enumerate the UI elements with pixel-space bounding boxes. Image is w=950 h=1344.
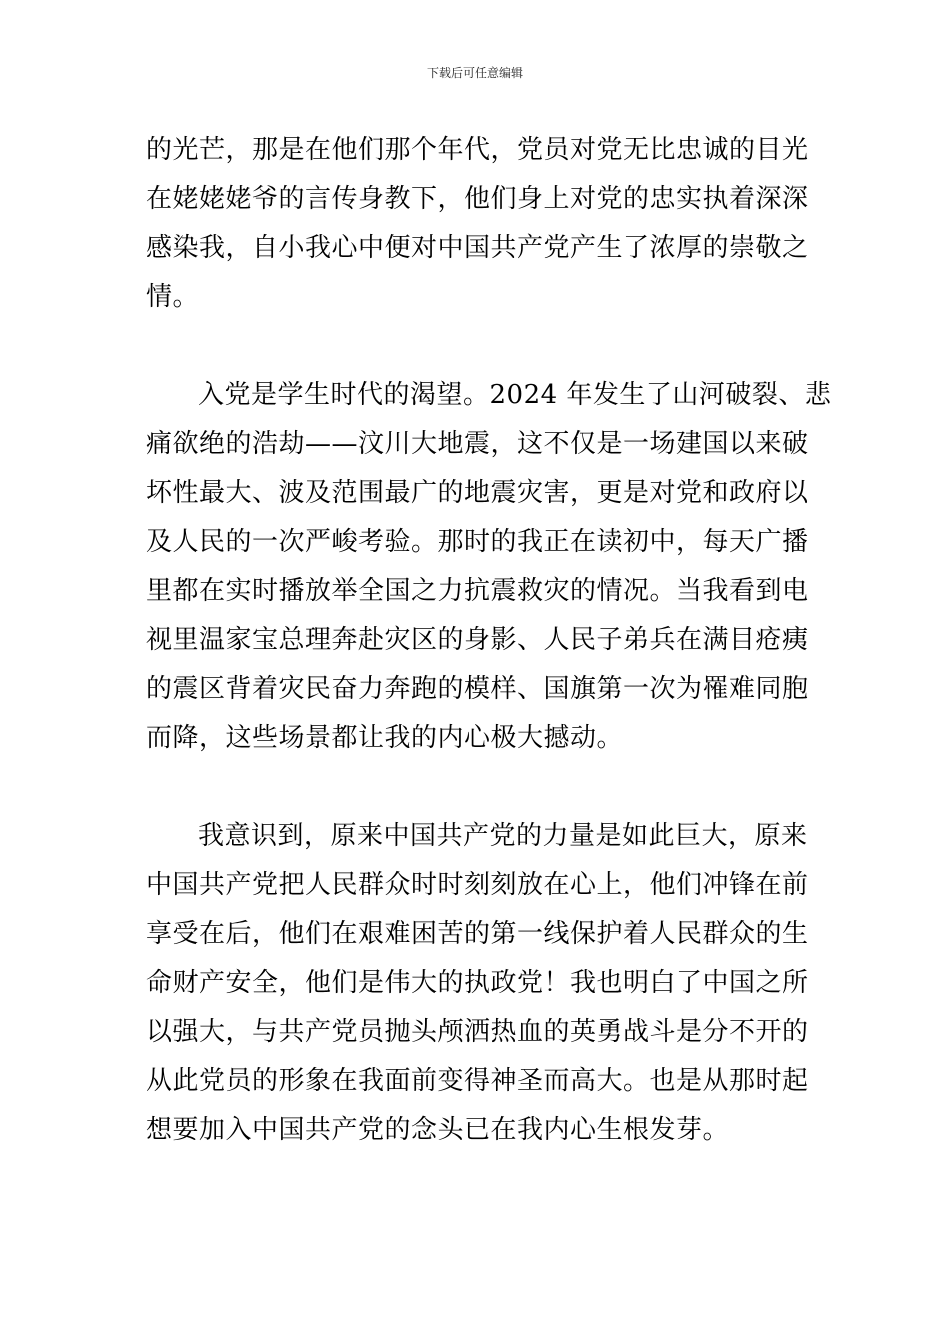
text-line: 坏性最大、波及范围最广的地震灾害，更是对党和政府以	[146, 478, 809, 508]
text-line: 入党是学生时代的渴望。2024 年发生了山河破裂、悲	[198, 380, 832, 410]
text-line: 的震区背着灾民奋力奔跑的模样、国旗第一次为罹难同胞	[146, 674, 809, 704]
paragraph-spacer	[146, 763, 812, 812]
text-line: 视里温家宝总理奔赴灾区的身影、人民子弟兵在满目疮痍	[146, 625, 809, 655]
text-line: 情。	[146, 282, 200, 312]
text-line: 命财产安全，他们是伟大的执政党！我也明白了中国之所	[146, 968, 809, 998]
text-line: 中国共产党把人民群众时时刻刻放在心上，他们冲锋在前	[146, 870, 809, 900]
text-line: 想要加入中国共产党的念头已在我内心生根发芽。	[146, 1115, 730, 1145]
text-line: 痛欲绝的浩劫——汶川大地震，这不仅是一场建国以来破	[146, 429, 809, 459]
text-line: 以强大，与共产党员抛头颅洒热血的英勇战斗是分不开的	[146, 1017, 809, 1047]
page-header: 下载后可任意编辑	[426, 66, 523, 80]
paragraph-2	[146, 371, 832, 763]
text-line: 在姥姥姥爷的言传身教下，他们身上对党的忠实执着深深	[146, 184, 809, 214]
text-line: 从此党员的形象在我面前变得神圣而高大。也是从那时起	[146, 1066, 809, 1096]
text-line: 我意识到，原来中国共产党的力量是如此巨大，原来	[198, 821, 808, 851]
text-line: 及人民的一次严峻考验。那时的我正在读初中，每天广播	[146, 527, 809, 557]
text-line: 感染我，自小我心中便对中国共产党产生了浓厚的崇敬之	[146, 233, 809, 263]
document-body	[146, 126, 832, 1155]
text-line: 里都在实时播放举全国之力抗震救灾的情况。当我看到电	[146, 576, 809, 606]
text-line: 而降，这些场景都让我的内心极大撼动。	[146, 723, 624, 753]
text-line: 享受在后，他们在艰难困苦的第一线保护着人民群众的生	[146, 919, 809, 949]
paragraph-spacer	[146, 322, 812, 371]
paragraph-1	[146, 126, 812, 322]
text-line: 的光芒，那是在他们那个年代，党员对党无比忠诚的目光	[146, 135, 809, 165]
paragraph-3	[146, 812, 812, 1155]
